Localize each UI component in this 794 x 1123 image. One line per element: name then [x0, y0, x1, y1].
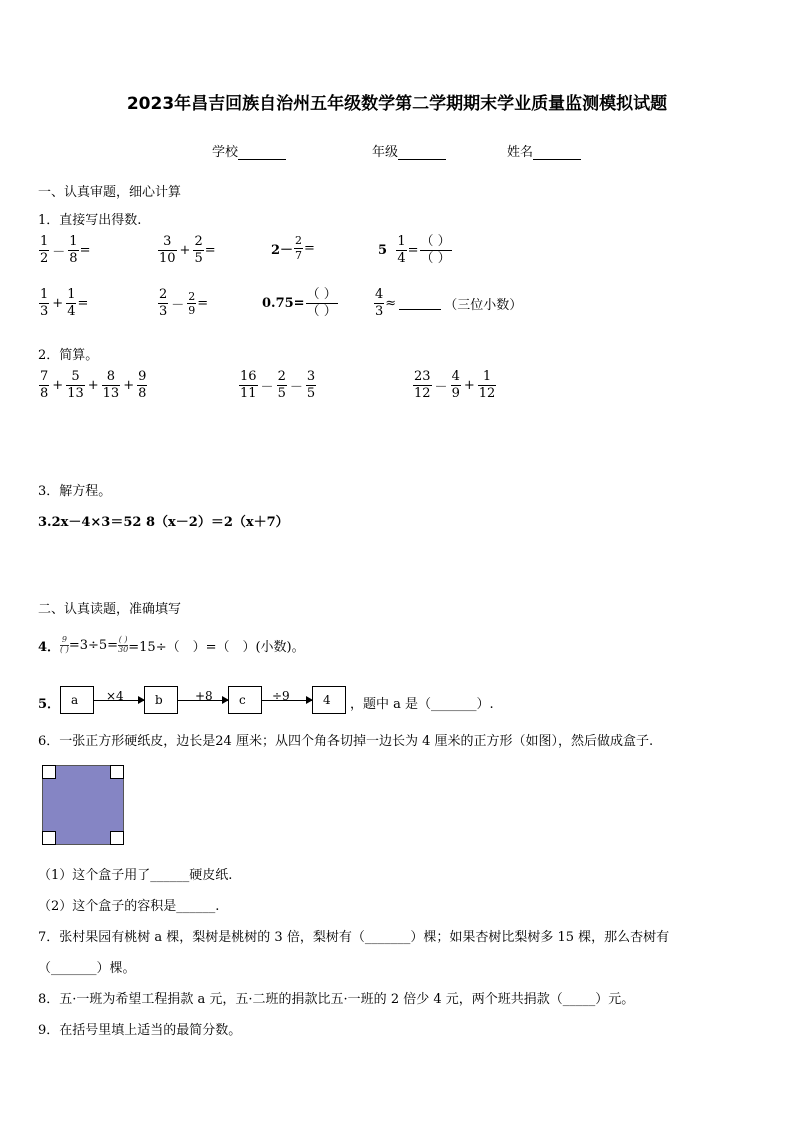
- q3-equation-2: 8（x－2）＝2（x＋7）: [146, 515, 289, 530]
- q8: 8．五·一班为希望工程捐款 a 元，五·二班的捐款比五·一班的 2 倍少 4 元，两个班共捐款（_____）元。: [38, 992, 635, 1007]
- q1-expr-4: 5 $\frac{1}{4}$ = $\frac{( )}{( )}$: [378, 234, 451, 267]
- grade-field: 年级: [372, 141, 446, 160]
- q5-tail: ，题中 a 是（_______）.: [350, 697, 494, 712]
- q5-box-c: c: [228, 686, 262, 714]
- q1-expr-5: $\frac{1}{3}$ + $\frac{1}{4}$ =: [40, 287, 89, 320]
- school-field: 学校: [212, 141, 286, 160]
- page-title: 2023年昌吉回族自治州五年级数学第二学期期末学业质量监测模拟试题: [126, 94, 668, 114]
- q5-box-b: b: [144, 686, 178, 714]
- q6-corner-bl: [42, 831, 56, 845]
- section-2-heading: 二、认真读题，准确填写: [38, 602, 182, 617]
- name-field: 姓名: [507, 141, 581, 160]
- q5-number: 5．: [38, 697, 61, 712]
- q2-expr-1: $\frac{7}{8}$ + $\frac{5}{13}$ + $\frac{8}{13}$ + $\frac{9}{8}$: [40, 369, 147, 402]
- q1-expr-6: $\frac{2}{3}$ － $\frac{2}{9}$ =: [159, 287, 209, 320]
- q9: 9．在括号里填上适当的最简分数。: [38, 1023, 242, 1038]
- q2-expr-3: $\frac{23}{12}$ － $\frac{4}{9}$ + $\frac{1}{12}$: [414, 369, 496, 402]
- q5-box-a: a: [60, 686, 94, 714]
- q7-line-1: 7．张村果园有桃树 a 棵，梨树是桃树的 3 倍，梨树有（_______）棵；如果杏树比梨树多 15 棵，那么杏树有: [38, 930, 670, 945]
- q6-corner-tl: [42, 765, 56, 779]
- q6-sub-1: （1）这个盒子用了______硬皮纸.: [38, 868, 233, 883]
- q6-square-diagram: [42, 765, 124, 845]
- q5-op-1: ×4: [106, 689, 124, 703]
- q7-line-2: （_______）棵。: [38, 961, 136, 976]
- q1-expr-1: $\frac{1}{2}$ － $\frac{1}{8}$ =: [40, 234, 91, 267]
- q1-expr-2: $\frac{3}{10}$ + $\frac{2}{5}$ =: [159, 234, 216, 267]
- q3-label: 3．解方程。: [38, 484, 112, 499]
- q5-box-4: 4: [312, 686, 346, 714]
- q5-op-3: ÷9: [272, 689, 290, 703]
- section-1-heading: 一、认真审题，细心计算: [38, 185, 182, 200]
- q6-sub-2: （2）这个盒子的容积是______.: [38, 899, 220, 914]
- q1-label: 1．直接写出得数.: [38, 213, 142, 228]
- q1-expr-7: 0.75= $\frac{( )}{( )}$: [262, 287, 337, 320]
- q6-corner-br: [110, 831, 124, 845]
- q6-corner-tr: [110, 765, 124, 779]
- q1-expr-8: $\frac{4}{3}$ ≈ （三位小数）: [375, 287, 523, 320]
- q1-expr-3: 2－ $\frac{2}{7}$ =: [271, 234, 315, 262]
- q4: 4． $\frac{9}{( )}$ =3÷5= $\frac{( )}{30}$ =15÷（ ）=（ ）(小数)。: [38, 635, 305, 655]
- q6-label: 6．一张正方形硬纸皮，边长是24 厘米；从四个角各切掉一边长为 4 厘米的正方形（如图），然后做成盒子.: [38, 734, 654, 749]
- q5-op-2: +8: [195, 689, 213, 703]
- q2-expr-2: $\frac{16}{11}$ － $\frac{2}{5}$ － $\frac{3}{5}$: [240, 369, 316, 402]
- q2-label: 2．简算。: [38, 348, 99, 363]
- q3-equation-1: 3.2x－4×3＝52: [38, 515, 142, 530]
